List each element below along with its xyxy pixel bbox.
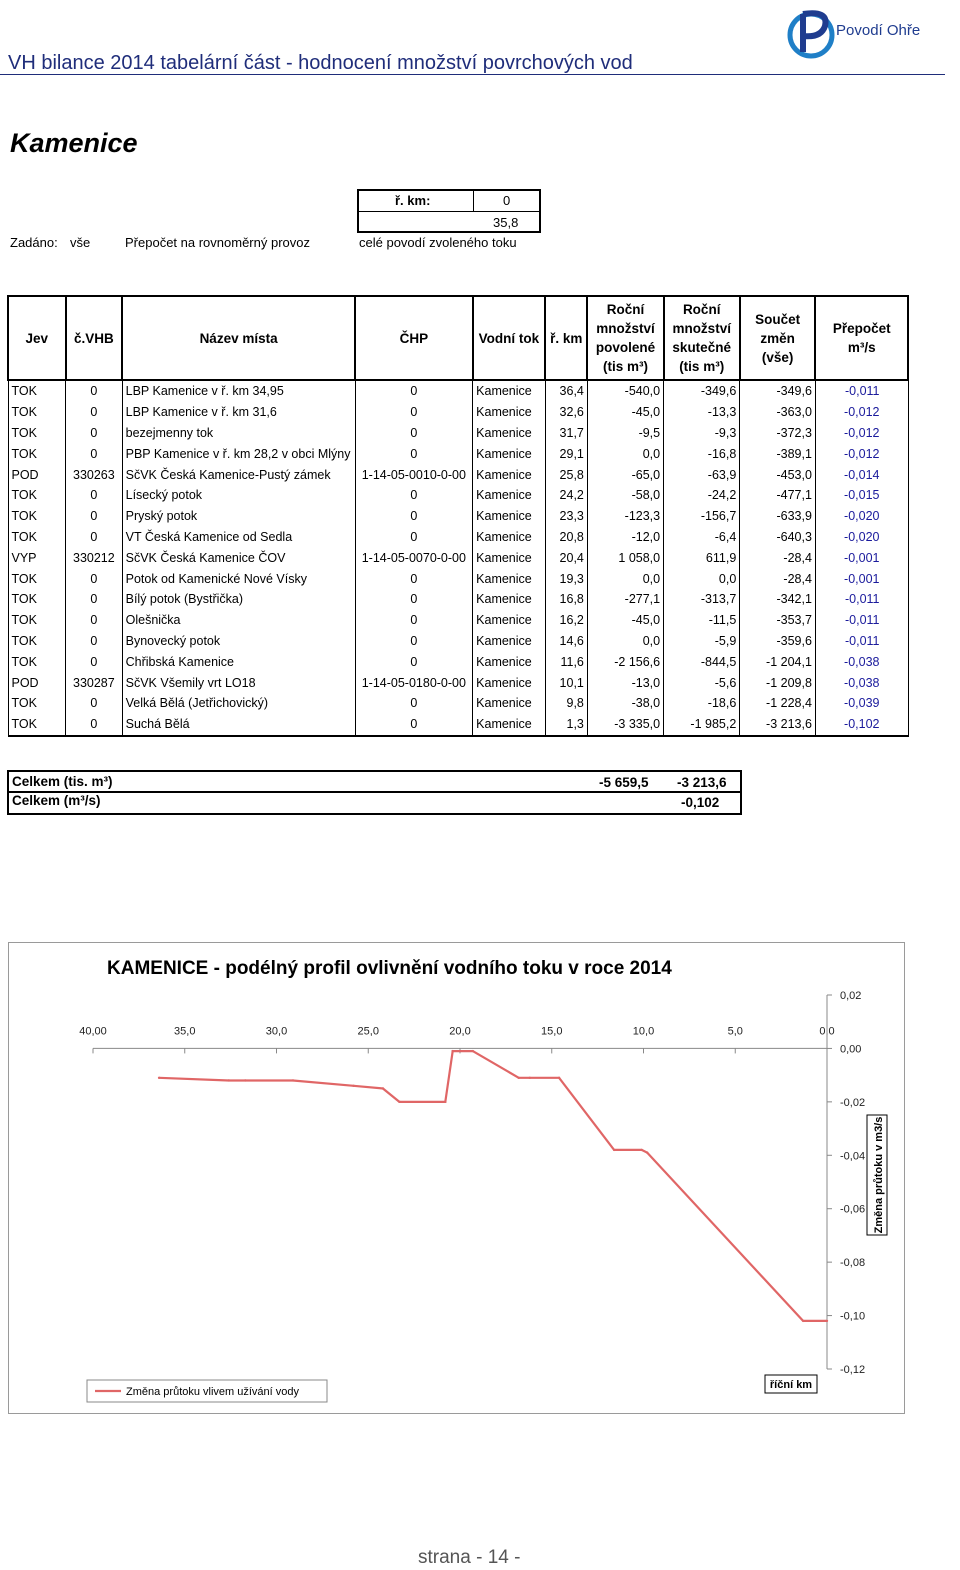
cell-nazev: bezejmenny tok xyxy=(122,423,355,444)
cell-rkm: 20,4 xyxy=(545,547,587,568)
cell-jev: TOK xyxy=(8,589,66,610)
cell-povolene: -38,0 xyxy=(587,693,663,714)
cell-povolene: 0,0 xyxy=(587,568,663,589)
cell-skutecne: -156,7 xyxy=(664,506,740,527)
cell-tok: Kamenice xyxy=(473,423,545,444)
cell-cvhb: 0 xyxy=(66,380,123,402)
cell-povolene: -45,0 xyxy=(587,610,663,631)
cell-tok: Kamenice xyxy=(473,443,545,464)
cell-cvhb: 0 xyxy=(66,568,123,589)
cell-chp: 0 xyxy=(355,380,473,402)
cell-skutecne: -9,3 xyxy=(664,423,740,444)
cell-soucet: -1 228,4 xyxy=(740,693,816,714)
data-point xyxy=(640,1149,642,1151)
cell-povolene: -58,0 xyxy=(587,485,663,506)
cell-povolene: -12,0 xyxy=(587,527,663,548)
x-tick-label: 25,0 xyxy=(357,1025,379,1038)
cell-tok: Kamenice xyxy=(473,380,545,402)
cell-povolene: 1 058,0 xyxy=(587,547,663,568)
cell-cvhb: 0 xyxy=(66,527,123,548)
cell-povolene: -65,0 xyxy=(587,464,663,485)
total-tis-label: Celkem (tis. m³) xyxy=(12,774,113,789)
data-point xyxy=(826,1320,828,1322)
data-point xyxy=(382,1087,384,1089)
cell-nazev: Bynovecký potok xyxy=(122,631,355,652)
data-point xyxy=(292,1079,294,1081)
cell-nazev: Lísecký potok xyxy=(122,485,355,506)
cell-cvhb: 0 xyxy=(66,610,123,631)
cell-soucet: -342,1 xyxy=(740,589,816,610)
cell-jev: VYP xyxy=(8,547,66,568)
header-rkm: ř. km xyxy=(545,296,587,380)
cell-jev: POD xyxy=(8,464,66,485)
table-row xyxy=(8,443,908,464)
cell-cvhb: 0 xyxy=(66,651,123,672)
cell-soucet: -28,4 xyxy=(740,568,816,589)
table-row xyxy=(8,485,908,506)
cell-povolene: -123,3 xyxy=(587,506,663,527)
cell-povolene: 0,0 xyxy=(587,631,663,652)
cell-skutecne: -18,6 xyxy=(664,693,740,714)
cell-prepocet: -0,014 xyxy=(815,464,908,485)
cell-skutecne: -16,8 xyxy=(664,443,740,464)
cell-jev: TOK xyxy=(8,527,66,548)
cell-rkm: 29,1 xyxy=(545,443,587,464)
cell-tok: Kamenice xyxy=(473,651,545,672)
cell-chp: 0 xyxy=(355,423,473,444)
cell-rkm: 31,7 xyxy=(545,423,587,444)
cell-rkm: 1,3 xyxy=(545,714,587,736)
cell-tok: Kamenice xyxy=(473,527,545,548)
header-povolene: Roční množství povolené (tis m³) xyxy=(587,296,663,380)
x-axis-label: říční km xyxy=(769,1379,813,1391)
rkm-from: 0 xyxy=(503,193,511,208)
cell-skutecne: -313,7 xyxy=(664,589,740,610)
table-row xyxy=(8,547,908,568)
cell-nazev: VT Česká Kamenice od Sedla xyxy=(122,527,355,548)
table-row xyxy=(8,714,908,736)
x-tick-label: 10,0 xyxy=(632,1025,655,1038)
cell-cvhb: 330287 xyxy=(66,672,123,693)
cell-tok: Kamenice xyxy=(473,714,545,736)
cell-jev: TOK xyxy=(8,610,66,631)
cell-tok: Kamenice xyxy=(473,402,545,423)
cell-rkm: 20,8 xyxy=(545,527,587,548)
cell-skutecne: 0,0 xyxy=(664,568,740,589)
x-tick-label: 30,0 xyxy=(265,1025,288,1038)
table-row xyxy=(8,672,908,693)
y-axis-label: Změna průtoku v m3/s xyxy=(873,1116,885,1234)
header-nazev: Název místa xyxy=(122,296,355,380)
data-point xyxy=(472,1050,474,1052)
data-point xyxy=(518,1077,520,1079)
cell-jev: TOK xyxy=(8,380,66,402)
cell-rkm: 11,6 xyxy=(545,651,587,672)
cell-tok: Kamenice xyxy=(473,547,545,568)
rkm-label: ř. km: xyxy=(395,193,431,208)
cell-povolene: -13,0 xyxy=(587,672,663,693)
cell-nazev: Velká Bělá (Jetřichovický) xyxy=(122,693,355,714)
cell-prepocet: -0,015 xyxy=(815,485,908,506)
total-tis-row xyxy=(7,770,742,793)
data-point xyxy=(802,1320,804,1322)
header-soucet: Součet změn (vše) xyxy=(740,296,816,380)
zadano-label: Zadáno: xyxy=(10,235,58,250)
cell-rkm: 16,8 xyxy=(545,589,587,610)
cell-tok: Kamenice xyxy=(473,631,545,652)
cell-tok: Kamenice xyxy=(473,568,545,589)
cell-nazev: SčVK Česká Kamenice ČOV xyxy=(122,547,355,568)
cell-prepocet: -0,012 xyxy=(815,423,908,444)
cell-rkm: 10,1 xyxy=(545,672,587,693)
total-m3s-value: -0,102 xyxy=(681,795,720,810)
cell-skutecne: -63,9 xyxy=(664,464,740,485)
zadano-value: vše xyxy=(70,235,91,250)
chart-title: KAMENICE - podélný profil ovlivnění vodního toku v roce 2014 xyxy=(107,958,672,979)
cell-soucet: -28,4 xyxy=(740,547,816,568)
total-tis-povolene: -5 659,5 xyxy=(599,775,649,790)
cell-nazev: Bílý potok (Bystřička) xyxy=(122,589,355,610)
cell-prepocet: -0,011 xyxy=(815,380,908,402)
cell-chp: 1-14-05-0180-0-00 xyxy=(355,672,473,693)
cell-rkm: 24,2 xyxy=(545,485,587,506)
cell-cvhb: 0 xyxy=(66,506,123,527)
cell-povolene: -2 156,6 xyxy=(587,651,663,672)
data-point xyxy=(158,1077,160,1079)
y-tick-label: -0,10 xyxy=(840,1310,866,1323)
cell-chp: 0 xyxy=(355,443,473,464)
header-tok: Vodní tok xyxy=(473,296,545,380)
cell-prepocet: -0,011 xyxy=(815,589,908,610)
cell-chp: 0 xyxy=(355,693,473,714)
x-tick-label: 20,0 xyxy=(449,1025,471,1038)
cell-cvhb: 0 xyxy=(66,402,123,423)
cell-tok: Kamenice xyxy=(473,589,545,610)
table-row xyxy=(8,693,908,714)
cell-skutecne: 611,9 xyxy=(664,547,740,568)
cell-soucet: -389,1 xyxy=(740,443,816,464)
cell-rkm: 9,8 xyxy=(545,693,587,714)
x-tick-label: 0,0 xyxy=(819,1025,835,1038)
y-tick-label: 0,02 xyxy=(840,990,862,1002)
cell-skutecne: -349,6 xyxy=(664,380,740,402)
cell-jev: TOK xyxy=(8,693,66,714)
cell-chp: 0 xyxy=(355,714,473,736)
table-header-row xyxy=(8,296,908,380)
cell-skutecne: -11,5 xyxy=(664,610,740,631)
cell-chp: 0 xyxy=(355,568,473,589)
cell-prepocet: -0,020 xyxy=(815,527,908,548)
cell-povolene: 0,0 xyxy=(587,443,663,464)
cell-chp: 0 xyxy=(355,610,473,631)
cell-tok: Kamenice xyxy=(473,693,545,714)
data-point xyxy=(646,1151,648,1153)
document-header-title: VH bilance 2014 tabelární část - hodnocení množství povrchových vod xyxy=(8,52,633,74)
cell-soucet: -1 204,1 xyxy=(740,651,816,672)
y-tick-label: -0,12 xyxy=(840,1364,866,1376)
data-point xyxy=(558,1077,560,1079)
table-row xyxy=(8,568,908,589)
cell-skutecne: -6,4 xyxy=(664,527,740,548)
cell-cvhb: 0 xyxy=(66,443,123,464)
table-row xyxy=(8,527,908,548)
table-row xyxy=(8,651,908,672)
cell-prepocet: -0,039 xyxy=(815,693,908,714)
cell-soucet: -477,1 xyxy=(740,485,816,506)
cell-cvhb: 0 xyxy=(66,589,123,610)
cell-chp: 0 xyxy=(355,651,473,672)
cell-chp: 0 xyxy=(355,506,473,527)
cell-rkm: 19,3 xyxy=(545,568,587,589)
x-tick-label: 40,00 xyxy=(79,1025,107,1038)
cell-prepocet: -0,102 xyxy=(815,714,908,736)
cell-chp: 1-14-05-0010-0-00 xyxy=(355,464,473,485)
cell-cvhb: 0 xyxy=(66,631,123,652)
table-row xyxy=(8,506,908,527)
cell-tok: Kamenice xyxy=(473,506,545,527)
cell-cvhb: 330263 xyxy=(66,464,123,485)
cell-skutecne: -5,9 xyxy=(664,631,740,652)
header-prepocet: Přepočet m³/s xyxy=(815,296,908,380)
table-row xyxy=(8,610,908,631)
x-tick-label: 5,0 xyxy=(727,1025,743,1038)
cell-soucet: -3 213,6 xyxy=(740,714,816,736)
page-number: strana - 14 - xyxy=(418,1547,521,1568)
cell-soucet: -349,6 xyxy=(740,380,816,402)
header-divider xyxy=(0,74,945,75)
povodi-label: celé povodí zvoleného toku xyxy=(359,235,517,250)
cell-nazev: Suchá Bělá xyxy=(122,714,355,736)
cell-rkm: 23,3 xyxy=(545,506,587,527)
total-m3s-label: Celkem (m³/s) xyxy=(12,793,101,808)
cell-nazev: Pryský potok xyxy=(122,506,355,527)
cell-prepocet: -0,020 xyxy=(815,506,908,527)
cell-nazev: LBP Kamenice v ř. km 31,6 xyxy=(122,402,355,423)
profile-chart-frame xyxy=(8,942,905,1414)
cell-soucet: -453,0 xyxy=(740,464,816,485)
cell-jev: TOK xyxy=(8,631,66,652)
cell-jev: TOK xyxy=(8,423,66,444)
logo-text: Povodí Ohře xyxy=(836,22,921,39)
cell-soucet: -1 209,8 xyxy=(740,672,816,693)
cell-nazev: PBP Kamenice v ř. km 28,2 v obci Mlýny xyxy=(122,443,355,464)
cell-cvhb: 0 xyxy=(66,714,123,736)
header-skutecne: Roční množství skutečné (tis m³) xyxy=(664,296,740,380)
cell-nazev: SčVK Česká Kamenice-Pustý zámek xyxy=(122,464,355,485)
total-m3s-row xyxy=(7,791,742,815)
cell-jev: TOK xyxy=(8,568,66,589)
x-tick-label: 35,0 xyxy=(174,1025,196,1038)
x-tick-label: 15,0 xyxy=(541,1025,563,1038)
cell-prepocet: -0,001 xyxy=(815,547,908,568)
cell-soucet: -633,9 xyxy=(740,506,816,527)
y-tick-label: 0,00 xyxy=(840,1043,862,1056)
cell-povolene: -540,0 xyxy=(587,380,663,402)
cell-tok: Kamenice xyxy=(473,610,545,631)
cell-prepocet: -0,011 xyxy=(815,610,908,631)
cell-tok: Kamenice xyxy=(473,464,545,485)
page-title: Kamenice xyxy=(10,128,138,158)
prepocet-label: Přepočet na rovnoměrný provoz xyxy=(125,235,310,250)
table-row xyxy=(8,464,908,485)
profile-chart xyxy=(9,943,904,1413)
cell-nazev: Chřibská Kamenice xyxy=(122,651,355,672)
cell-jev: TOK xyxy=(8,651,66,672)
data-point xyxy=(352,1085,354,1087)
legend-label: Změna průtoku vlivem užívání vody xyxy=(126,1386,300,1398)
table-row xyxy=(8,402,908,423)
data-point xyxy=(451,1050,453,1052)
cell-prepocet: -0,011 xyxy=(815,631,908,652)
data-point xyxy=(244,1079,246,1081)
rkm-range-box xyxy=(357,189,541,233)
cell-cvhb: 330212 xyxy=(66,547,123,568)
y-tick-label: -0,02 xyxy=(840,1096,866,1109)
cell-soucet: -640,3 xyxy=(740,527,816,548)
cell-povolene: -45,0 xyxy=(587,402,663,423)
cell-nazev: LBP Kamenice v ř. km 34,95 xyxy=(122,380,355,402)
cell-skutecne: -1 985,2 xyxy=(664,714,740,736)
cell-prepocet: -0,038 xyxy=(815,672,908,693)
cell-povolene: -9,5 xyxy=(587,423,663,444)
cell-prepocet: -0,012 xyxy=(815,443,908,464)
cell-cvhb: 0 xyxy=(66,485,123,506)
rkm-to: 35,8 xyxy=(493,215,519,230)
cell-jev: TOK xyxy=(8,714,66,736)
table-row xyxy=(8,631,908,652)
cell-chp: 1-14-05-0070-0-00 xyxy=(355,547,473,568)
cell-jev: TOK xyxy=(8,402,66,423)
cell-jev: TOK xyxy=(8,443,66,464)
header-jev: Jev xyxy=(8,296,66,380)
total-tis-skutecne: -3 213,6 xyxy=(677,775,727,790)
cell-cvhb: 0 xyxy=(66,423,123,444)
y-tick-label: -0,08 xyxy=(840,1257,866,1270)
cell-chp: 0 xyxy=(355,402,473,423)
cell-prepocet: -0,012 xyxy=(815,402,908,423)
cell-chp: 0 xyxy=(355,527,473,548)
header-cvhb: č.VHB xyxy=(66,296,123,380)
cell-soucet: -353,7 xyxy=(740,610,816,631)
cell-rkm: 14,6 xyxy=(545,631,587,652)
cell-jev: TOK xyxy=(8,506,66,527)
cell-rkm: 16,2 xyxy=(545,610,587,631)
cell-tok: Kamenice xyxy=(473,485,545,506)
cell-soucet: -363,0 xyxy=(740,402,816,423)
cell-povolene: -3 335,0 xyxy=(587,714,663,736)
cell-povolene: -277,1 xyxy=(587,589,663,610)
y-tick-label: -0,04 xyxy=(840,1150,866,1163)
cell-jev: POD xyxy=(8,672,66,693)
table-row xyxy=(8,380,908,402)
data-table xyxy=(7,295,909,737)
cell-cvhb: 0 xyxy=(66,693,123,714)
data-point xyxy=(529,1077,531,1079)
data-point xyxy=(398,1101,400,1103)
cell-jev: TOK xyxy=(8,485,66,506)
table-row xyxy=(8,589,908,610)
cell-rkm: 25,8 xyxy=(545,464,587,485)
cell-chp: 0 xyxy=(355,485,473,506)
cell-rkm: 32,6 xyxy=(545,402,587,423)
data-point xyxy=(613,1149,615,1151)
cell-prepocet: -0,001 xyxy=(815,568,908,589)
header-chp: ČHP xyxy=(355,296,473,380)
y-tick-label: -0,06 xyxy=(840,1203,866,1216)
cell-rkm: 36,4 xyxy=(545,380,587,402)
data-point xyxy=(444,1101,446,1103)
cell-chp: 0 xyxy=(355,631,473,652)
cell-nazev: Olešnička xyxy=(122,610,355,631)
cell-skutecne: -24,2 xyxy=(664,485,740,506)
cell-skutecne: -13,3 xyxy=(664,402,740,423)
cell-skutecne: -5,6 xyxy=(664,672,740,693)
cell-soucet: -372,3 xyxy=(740,423,816,444)
data-point xyxy=(228,1079,230,1081)
cell-chp: 0 xyxy=(355,589,473,610)
series-line xyxy=(159,1051,827,1321)
cell-prepocet: -0,038 xyxy=(815,651,908,672)
cell-tok: Kamenice xyxy=(473,672,545,693)
cell-skutecne: -844,5 xyxy=(664,651,740,672)
cell-soucet: -359,6 xyxy=(740,631,816,652)
table-row xyxy=(8,423,908,444)
cell-nazev: SčVK Všemily vrt LO18 xyxy=(122,672,355,693)
cell-nazev: Potok od Kamenické Nové Vísky xyxy=(122,568,355,589)
